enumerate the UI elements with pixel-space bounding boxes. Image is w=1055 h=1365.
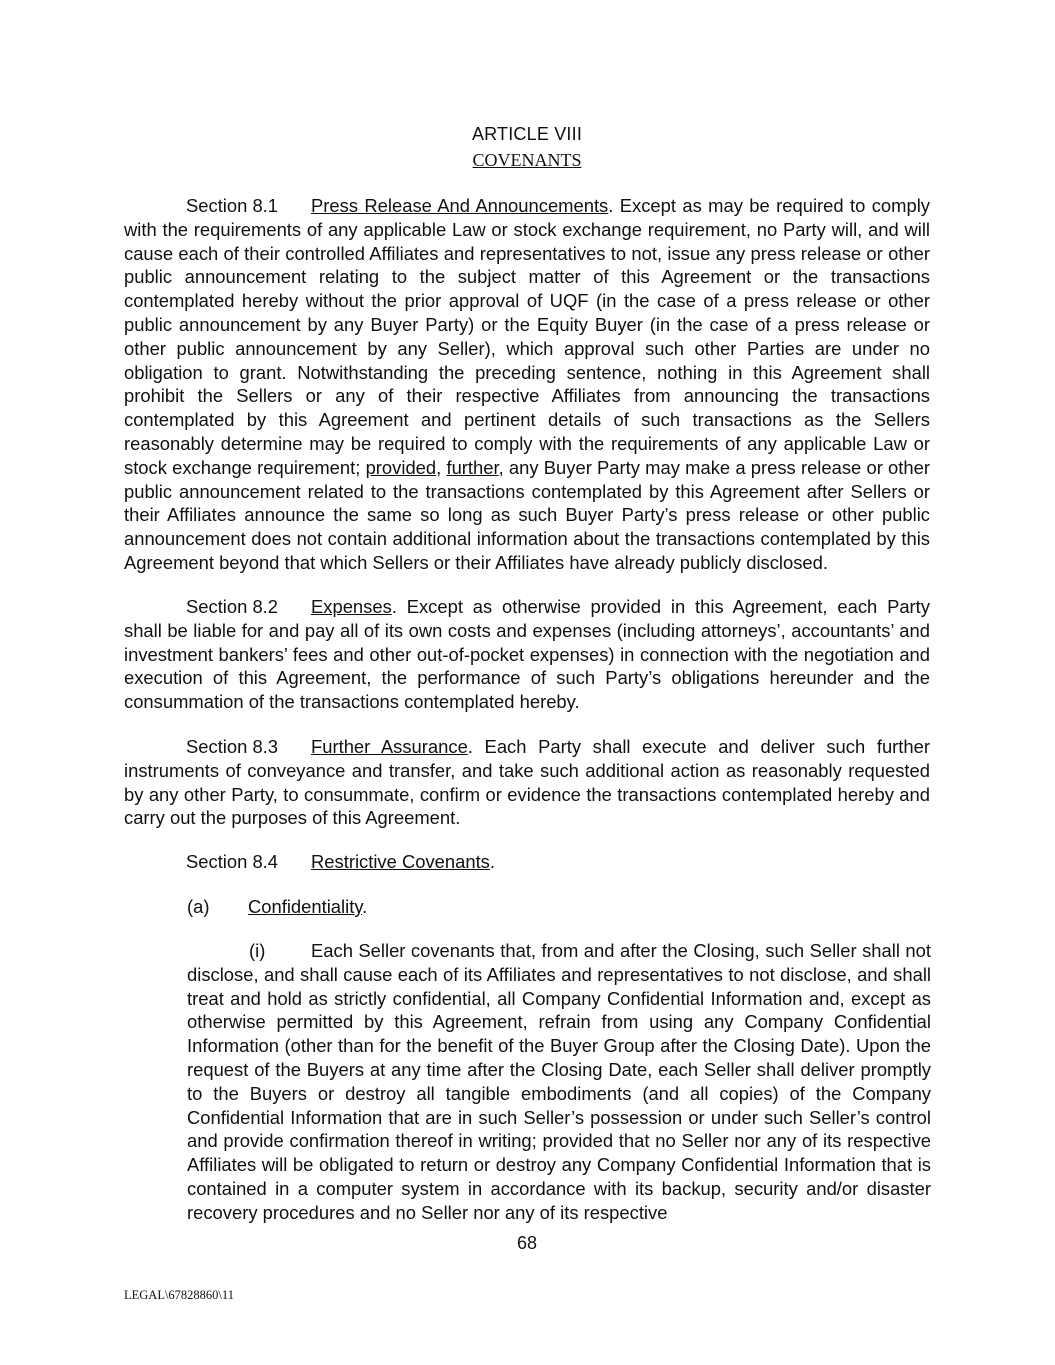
section-number: Section 8.3 bbox=[186, 736, 279, 757]
further-term: further bbox=[446, 456, 499, 478]
section-text: . Each Party shall execute and deliver such further instruments of conveyance and transfer, and take such additional action as reasonably requested by any other Party, to consummate, confirm or evidence the transactions contemplated hereby and carry out the purposes of this Agreement. bbox=[124, 736, 930, 829]
subsection-heading-text: Confidentiality bbox=[248, 896, 363, 917]
separator-text: , bbox=[436, 456, 447, 478]
provided-term: provided bbox=[365, 456, 437, 478]
section-text-continued: , any Buyer Party may make a press release or other public announcement related to the transactions contemplated by this Agreement after Sellers or their Affiliates announce the same so long as such Buyer Party’s press release or other public announcement does not contain additional information about the transactions contemplated by this Agreement beyond that which Sellers or their Affiliates have already publicly disclosed. bbox=[124, 456, 930, 573]
subsection-a-heading bbox=[248, 895, 367, 919]
clause-label: (i) bbox=[249, 940, 266, 961]
subsection-a-label: (a) bbox=[187, 896, 210, 917]
section-8-4-heading bbox=[124, 850, 930, 874]
section-number: Section 8.2 bbox=[186, 596, 279, 617]
article-subtitle: COVENANTS bbox=[472, 150, 582, 170]
clause-text: Each Seller covenants that, from and after the Closing, such Seller shall not disclose, and shall cause each of its Affiliates and representatives to not disclose, and shall treat and hold as strictly confidential, all Company Confidential Information and, except as otherwise permitted by this Agreement, refrain from using any Company Confidential Information (other than for the benefit of the Buyer Group after the Closing Date). Upon the request of the Buyers at any time after the Closing Date, each Seller shall deliver promptly to the Buyers or destroy all tangible embodiments (and all copies) of the Company Confidential Information that are in such Seller’s possession or under such Seller’s control and provide confirmation thereof in writing; provided that no Seller nor any of its respective Affiliates will be obligated to return or destroy any Company Confidential Information that is contained in a computer system in accordance with its backup, security and/or disaster recovery procedures and no Seller nor any of its respective bbox=[187, 940, 931, 1223]
document-code: LEGAL\67828860\11 bbox=[124, 1288, 234, 1302]
clause-i-paragraph bbox=[187, 939, 931, 1225]
section-heading: Restrictive Covenants bbox=[311, 851, 490, 872]
section-8-2-paragraph bbox=[124, 595, 930, 714]
section-8-1-paragraph bbox=[124, 194, 930, 575]
article-title: ARTICLE VIII bbox=[471, 124, 583, 144]
page-number: 68 bbox=[516, 1233, 538, 1253]
section-period: . bbox=[489, 851, 495, 872]
subsection-period: . bbox=[362, 896, 368, 917]
section-8-3-paragraph bbox=[124, 735, 930, 830]
section-heading: Further Assurance bbox=[311, 736, 468, 757]
section-heading: Press Release And Announcements bbox=[311, 195, 609, 216]
section-text: . Except as may be required to comply with the requirements of any applicable Law or stock exchange requirement, no Party will, and will cause each of their controlled Affiliates and representatives to not, issue any press release or other public announcement relating to the subject matter of this Agreement or the transactions contemplated hereby without the prior approval of UQF (in the case of a press release or other public announcement by any Buyer Party) or the Equity Buyer (in the case of a press release or other public announcement by any Seller), which approval such other Parties are under no obligation to grant. Notwithstanding the preceding sentence, nothing in this Agreement shall prohibit the Sellers or any of their respective Affiliates from announcing the transactions contemplated by this Agreement and pertinent details of such transactions as the Sellers reasonably determine may be required to comply with the requirements of any applicable Law or stock exchange requirement; bbox=[124, 195, 930, 478]
section-heading: Expenses bbox=[311, 596, 392, 617]
section-number: Section 8.4 bbox=[186, 851, 279, 872]
section-number: Section 8.1 bbox=[186, 195, 279, 216]
section-text: . Except as otherwise provided in this Agreement, each Party shall be liable for and pay all of its own costs and expenses (including attorneys’, accountants’ and investment bankers’ fees and other out-of-pocket expenses) in connection with the negotiation and execution of this Agreement, the performance of such Party’s obligations hereunder and the consummation of the transactions contemplated hereby. bbox=[124, 596, 930, 713]
